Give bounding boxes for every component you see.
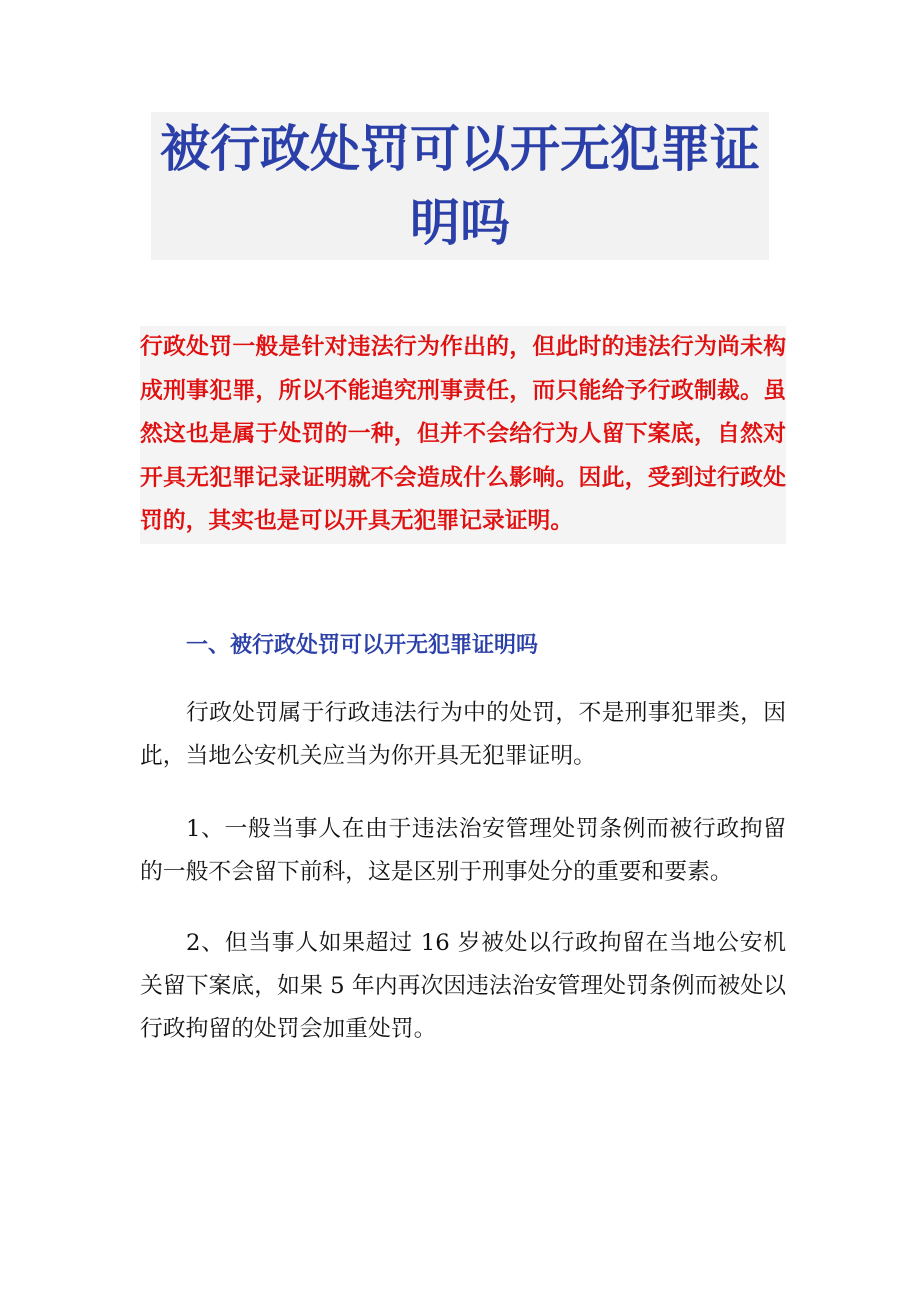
body-paragraph-2: 1、一般当事人在由于违法治安管理处罚条例而被行政拘留的一般不会留下前科，这是区别于刑事处分的重要和要素。	[140, 816, 786, 885]
section-heading: 一、被行政处罚可以开无犯罪证明吗	[186, 633, 539, 658]
title-container	[0, 112, 920, 260]
summary-paragraph: 行政处罚一般是针对违法行为作出的，但此时的违法行为尚未构成刑事犯罪，所以不能追究刑事责任，而只能给予行政制裁。虽然这也是属于处罚的一种，但并不会给行为人留下案底，自然对开具无犯罪记录证明就不会造成什么影响。因此，受到过行政处罚的，其实也是可以开具无犯罪记录证明。	[140, 326, 786, 544]
body-paragraph-3: 2、但当事人如果超过 16 岁被处以行政拘留在当地公安机关留下案底，如果 5 年内再次因违法治安管理处罚条例而被处以行政拘留的处罚会加重处罚。	[140, 930, 786, 1042]
body-paragraph-1: 行政处罚属于行政违法行为中的处罚，不是刑事犯罪类，因此，当地公安机关应当为你开具无犯罪证明。	[140, 700, 786, 769]
document-title: 被行政处罚可以开无犯罪证明吗	[151, 112, 769, 260]
